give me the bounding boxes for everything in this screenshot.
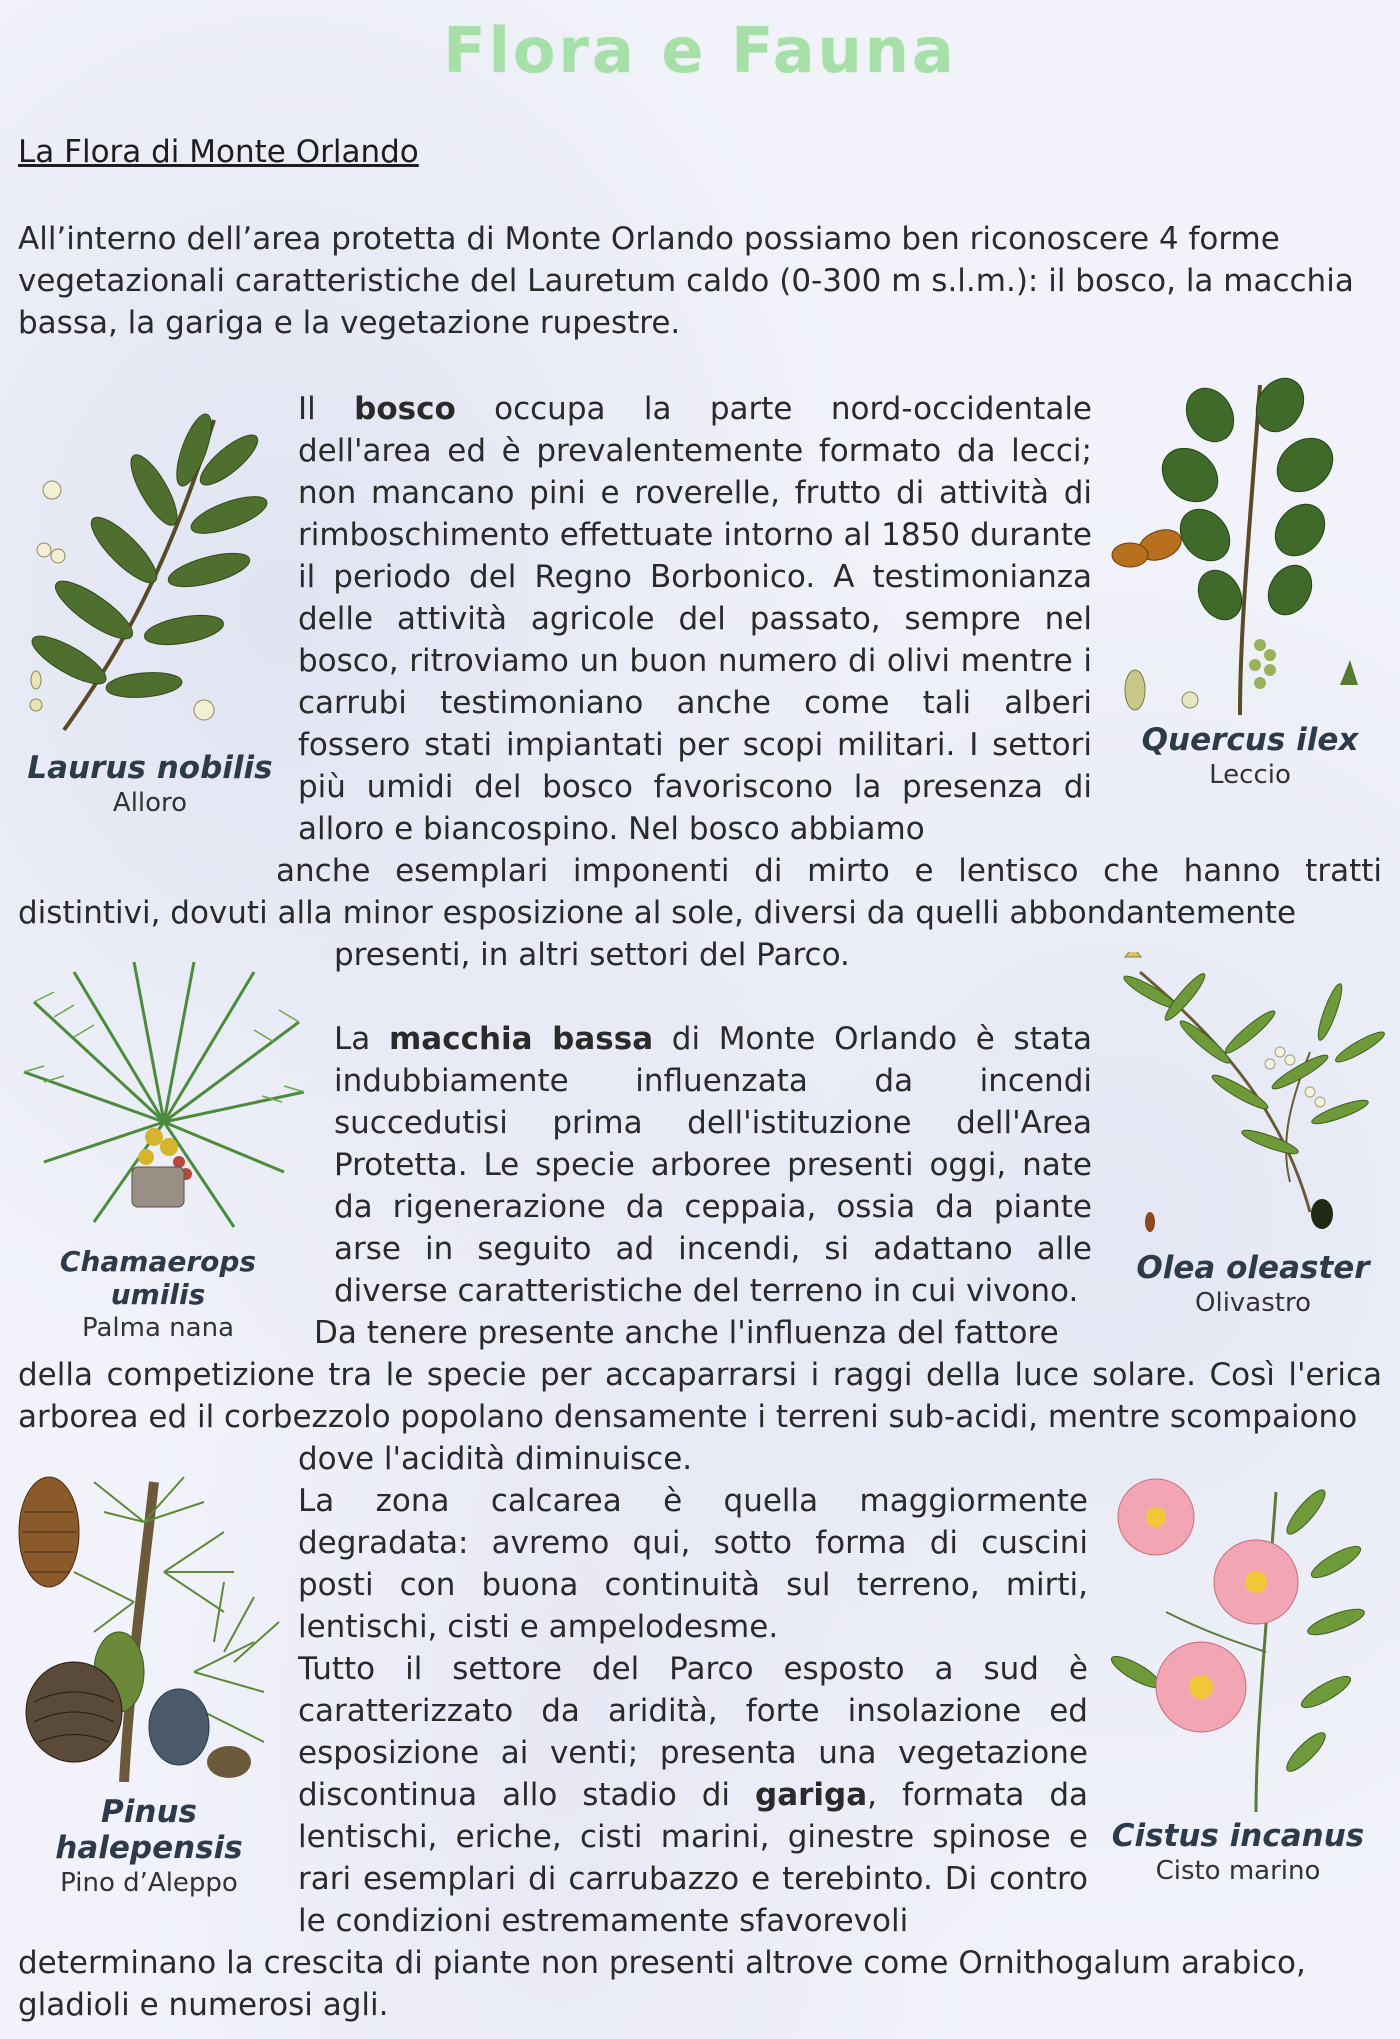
caption-cistus — [1098, 1818, 1378, 1886]
caption-quercus — [1120, 722, 1380, 790]
bosco-text: occupa la parte nord-occidentale dell'area ed è prevalentemente formato da lecci; non mancano pini e roverelle, frutto di attività di rimboschimento effettuate intorno al 1850 durante il periodo del Regno Borbonico. A testimonianza delle attività agricole del passato, sempre nel bosco, ritroviamo un buon numero di olivi mentre i carrubi testimoniano anche come tali alberi fossero stati impiantati per scopi militari. I settori più umidi del bosco favoriscono la presenza di alloro e biancospino. Nel bosco abbiamo — [298, 391, 1093, 847]
aleppo-pine-illustration — [14, 1462, 284, 1782]
rockrose-icon — [1106, 1472, 1376, 1812]
scientific-name: Olea oleaster — [1136, 1250, 1370, 1286]
common-name: Leccio — [1209, 760, 1291, 790]
bosco-tail: presenti, in altri settori del Parco. — [334, 937, 850, 973]
macchia-lead: La — [334, 1021, 389, 1057]
common-name: Olivastro — [1195, 1288, 1311, 1318]
rockrose-illustration — [1106, 1472, 1376, 1812]
gariga-lead: Tutto il settore del Parco esposto a sud è caratterizzato da aridità, forte insolazione ed esposizione ai venti; presenta una vegetazione discontinua allo stadio di — [298, 1651, 1088, 1813]
bosco-paragraph — [298, 388, 1092, 850]
holm-oak-icon — [1110, 365, 1380, 725]
scientific-name: Quercus ilex — [1141, 722, 1359, 758]
scientific-name: Cistus incanus — [1111, 1818, 1365, 1854]
gariga-text: , formata da lentischi, eriche, cisti marini, ginestre spinose e rari esemplari di carrubazzo e terebinto. Di contro le condizioni estremamente sfavorevoli — [298, 1777, 1088, 1939]
bosco-keyword: bosco — [354, 391, 456, 427]
page-title: Flora e Fauna — [443, 14, 957, 87]
section-heading: La Flora di Monte Orlando — [18, 134, 419, 170]
holm-oak-illustration — [1110, 365, 1380, 725]
macchia-tail: dove l'acidità diminuisce. — [298, 1441, 693, 1477]
macchia-paragraph — [334, 1018, 1092, 1312]
aleppo-pine-icon — [14, 1462, 284, 1782]
gariga-paragraph-1: La zona calcarea è quella maggiormente degradata: avremo qui, sotto forma di cuscini posti con buona continuità sul terreno, mirti, lentischi, cisti e ampelodesme. — [298, 1483, 1088, 1645]
laurel-illustration — [24, 400, 284, 740]
laurel-icon — [24, 400, 284, 740]
caption-olea — [1128, 1250, 1378, 1318]
caption-pinus — [14, 1794, 284, 1898]
gariga-keyword: gariga — [755, 1777, 868, 1813]
bosco-lead: Il — [298, 391, 355, 427]
wild-olive-illustration — [1110, 952, 1390, 1242]
dwarf-palm-icon — [14, 962, 314, 1242]
macchia-continuation: della competizione tra le specie per accaparrarsi i raggi della luce solare. Così l'erica arborea ed il corbezzolo popolano densamente i terreni sub-acidi, mentre scompaiono — [18, 1357, 1382, 1435]
scientific-name: Laurus nobilis — [27, 750, 273, 786]
wild-olive-icon — [1110, 952, 1390, 1242]
caption-laurus — [20, 750, 280, 818]
scientific-name: Chamaerops umilis — [59, 1245, 257, 1311]
macchia-line: Da tenere presente anche l'influenza del fattore — [314, 1315, 1059, 1351]
macchia-text: di Monte Orlando è stata indubbiamente influenzata da incendi succedutisi prima dell'istituzione dell'Area Protetta. Le specie arboree presenti oggi, nate da rigenerazione da ceppaia, ossia da piante arse in seguito ad incendi, si adattano alle diverse caratteristiche del terreno in cui vivono. — [334, 1021, 1093, 1309]
bosco-continuation: anche esemplari imponenti di mirto e lentisco che hanno tratti distintivi, dovuti alla minor esposizione al sole, diversi da quelli abbondantemente — [18, 853, 1382, 931]
common-name: Palma nana — [81, 1313, 234, 1343]
macchia-keyword: macchia bassa — [388, 1021, 654, 1057]
common-name: Cisto marino — [1155, 1856, 1321, 1886]
gariga-continuation: determinano la crescita di piante non presenti altrove come Ornithogalum arabico, gladioli e numerosi agli. — [18, 1945, 1306, 2023]
common-name: Alloro — [112, 788, 188, 818]
scientific-name: Pinus halepensis — [55, 1794, 243, 1866]
gariga-paragraph-2 — [298, 1648, 1088, 1942]
intro-paragraph: All’interno dell’area protetta di Monte Orlando possiamo ben riconoscere 4 forme vegetazionali caratteristiche del Lauretum caldo (0-300 m s.l.m.): il bosco, la macchia bassa, la gariga e la vegetazione rupestre. — [18, 221, 1354, 341]
caption-chamaerops — [8, 1245, 308, 1343]
dwarf-palm-illustration — [14, 962, 314, 1242]
common-name: Pino d’Aleppo — [60, 1868, 238, 1898]
